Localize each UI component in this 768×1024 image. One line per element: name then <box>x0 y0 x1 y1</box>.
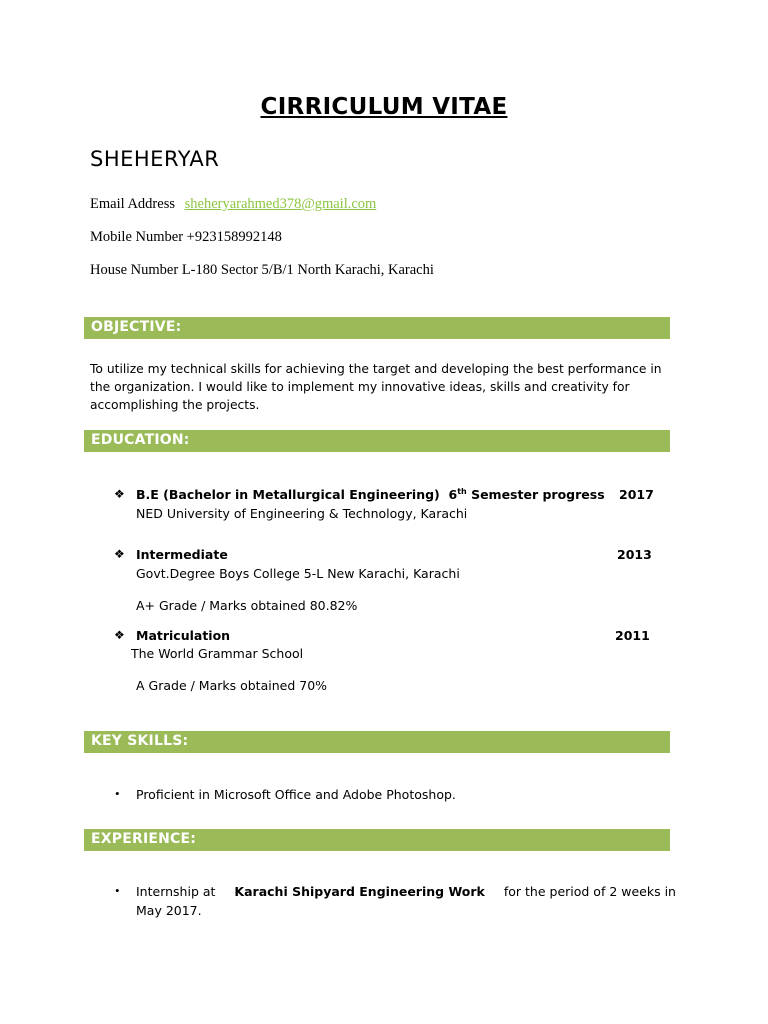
education-year-2: 2013 <box>617 547 652 562</box>
skills-heading: KEY SKILLS: <box>91 733 189 749</box>
education-grade-3: A Grade / Marks obtained 70% <box>136 678 328 693</box>
education-degree-1: B.E (Bachelor in Metallurgical Engineering) 6th Semester progress <box>136 487 605 503</box>
experience-post: for the period of 2 weeks in <box>503 884 676 899</box>
skill-item: Proficient in Microsoft Office and Adobe Photoshop. <box>136 787 456 802</box>
candidate-name: SHEHERYAR <box>90 147 220 171</box>
education-year-1: 2017 <box>619 487 654 502</box>
mobile-number: Mobile Number +923158992148 <box>90 229 282 245</box>
education-header <box>84 430 670 452</box>
email-label: Email Address <box>90 196 175 212</box>
round-bullet-icon: • <box>115 786 120 801</box>
experience-line-1 <box>136 884 676 899</box>
experience-line-2: May 2017. <box>136 903 202 918</box>
education-degree-2: Intermediate <box>136 547 228 562</box>
diamond-bullet-icon: ❖ <box>114 628 125 642</box>
experience-header <box>84 829 670 851</box>
objective-text: To utilize my technical skills for achieving the target and developing the best performance in the organization. I would like to implement my innovative ideas, skills and creativity for accomplishing the projects. <box>90 362 662 412</box>
objective-header <box>84 317 670 339</box>
email-link[interactable]: sheheryarahmed378@gmail.com <box>184 196 377 212</box>
education-institute-2: Govt.Degree Boys College 5-L New Karachi, Karachi <box>136 566 460 581</box>
experience-pre: Internship at <box>136 884 216 899</box>
education-institute-3: The World Grammar School <box>131 646 304 661</box>
experience-company: Karachi Shipyard Engineering Work <box>234 884 485 899</box>
education-degree-3: Matriculation <box>136 628 231 643</box>
document-title: CIRRICULUM VITAE <box>260 94 508 120</box>
diamond-bullet-icon: ❖ <box>114 487 125 501</box>
email-line <box>90 196 376 213</box>
education-year-3: 2011 <box>615 628 650 643</box>
education-heading: EDUCATION: <box>91 432 190 448</box>
education-grade-2: A+ Grade / Marks obtained 80.82% <box>136 598 358 613</box>
skills-header <box>84 731 670 753</box>
objective-heading: OBJECTIVE: <box>91 319 182 335</box>
house-address: House Number L-180 Sector 5/B/1 North Karachi, Karachi <box>90 262 434 278</box>
diamond-bullet-icon: ❖ <box>114 547 125 561</box>
experience-heading: EXPERIENCE: <box>91 831 197 847</box>
education-institute-1: NED University of Engineering & Technology, Karachi <box>136 506 468 521</box>
round-bullet-icon: • <box>115 883 120 898</box>
